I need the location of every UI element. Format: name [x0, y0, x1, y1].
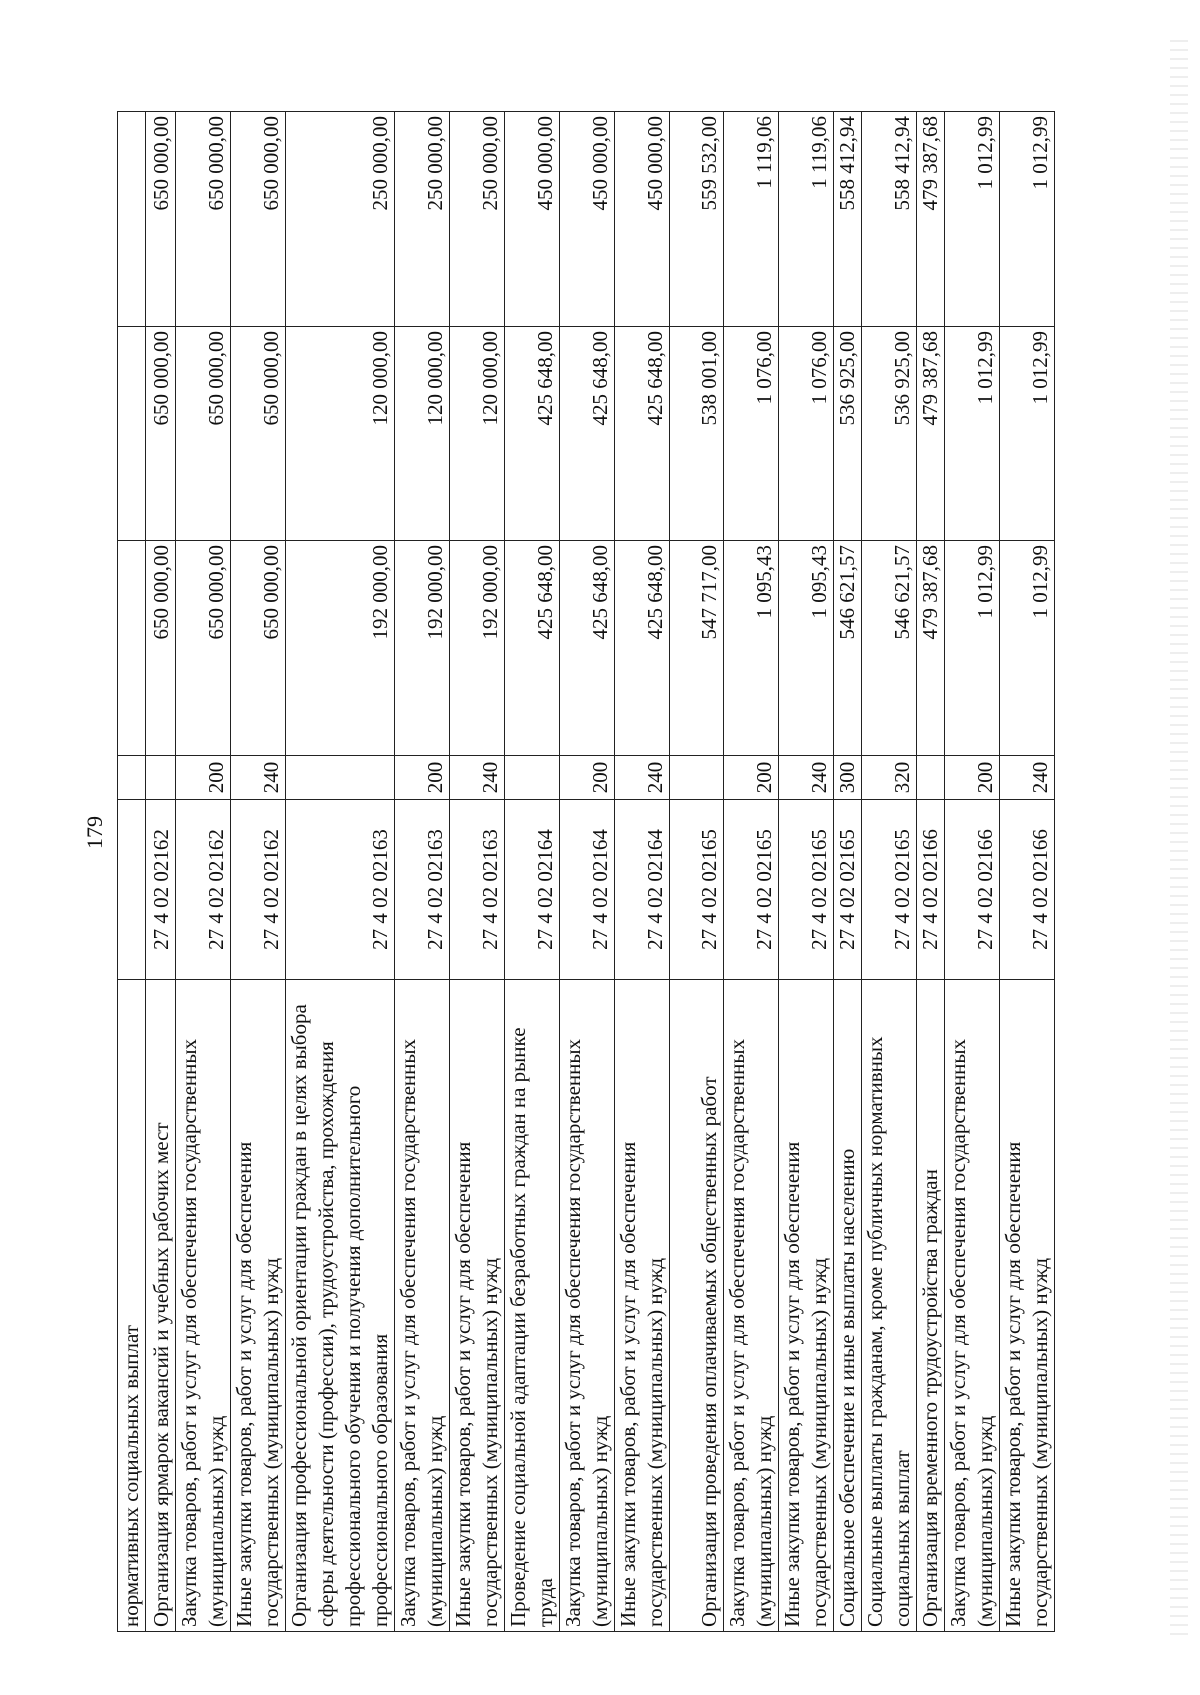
amount-year2-cell: 120 000,00	[286, 327, 395, 541]
target-article-code-cell: 27 4 02 02165	[862, 800, 917, 980]
table-row	[917, 112, 945, 1632]
amount-year3-cell: 1 012,99	[1000, 112, 1055, 327]
row-name-cell: Организация временного трудоустройства граждан	[917, 980, 945, 1632]
expense-type-cell	[118, 756, 146, 800]
page-number: 179	[82, 816, 107, 849]
amount-year3-cell	[118, 112, 146, 327]
amount-year2-cell: 120 000,00	[395, 327, 450, 541]
amount-year3-cell: 450 000,00	[505, 112, 560, 327]
expense-type-cell: 320	[862, 756, 917, 800]
row-name-cell: Организация профессиональной ориентации граждан в целях выбора сферы деятельности (профессии), трудоустройства, прохождения профессионального обучения и получения дополнительного профессионального образования	[286, 980, 395, 1632]
expense-type-cell: 200	[724, 756, 779, 800]
table-row	[450, 112, 505, 1632]
target-article-code-cell: 27 4 02 02164	[560, 800, 615, 980]
expense-type-cell	[146, 756, 176, 800]
amount-year2-cell: 425 648,00	[615, 327, 670, 541]
table-row	[395, 112, 450, 1632]
amount-year2-cell: 650 000,00	[176, 327, 231, 541]
expense-type-cell: 240	[779, 756, 834, 800]
amount-year2-cell: 1 012,99	[945, 327, 1000, 541]
amount-year2-cell: 425 648,00	[505, 327, 560, 541]
amount-year2-cell: 1 076,00	[779, 327, 834, 541]
table-row	[615, 112, 670, 1632]
expense-type-cell	[286, 756, 395, 800]
amount-year3-cell: 1 012,99	[945, 112, 1000, 327]
target-article-code-cell: 27 4 02 02162	[231, 800, 286, 980]
amount-year3-cell: 1 119,06	[724, 112, 779, 327]
target-article-code-cell: 27 4 02 02165	[670, 800, 724, 980]
amount-year2-cell: 1 012,99	[1000, 327, 1055, 541]
amount-year3-cell: 250 000,00	[395, 112, 450, 327]
amount-year3-cell: 650 000,00	[146, 112, 176, 327]
amount-year1-cell: 192 000,00	[450, 541, 505, 756]
row-name-cell: Закупка товаров, работ и услуг для обеспечения государственных (муниципальных) нужд	[945, 980, 1000, 1632]
amount-year1-cell: 650 000,00	[231, 541, 286, 756]
amount-year3-cell: 450 000,00	[615, 112, 670, 327]
amount-year3-cell: 450 000,00	[560, 112, 615, 327]
table-row	[146, 112, 176, 1632]
expense-type-cell: 240	[450, 756, 505, 800]
amount-year3-cell: 559 532,00	[670, 112, 724, 327]
amount-year2-cell: 536 925,00	[834, 327, 862, 541]
budget-table	[117, 111, 1055, 1632]
row-name-cell: Иные закупки товаров, работ и услуг для обеспечения государственных (муниципальных) нужд	[779, 980, 834, 1632]
amount-year2-cell: 538 001,00	[670, 327, 724, 541]
amount-year1-cell: 1 012,99	[1000, 541, 1055, 756]
table-row	[724, 112, 779, 1632]
target-article-code-cell: 27 4 02 02162	[146, 800, 176, 980]
amount-year1-cell: 192 000,00	[395, 541, 450, 756]
amount-year1-cell	[118, 541, 146, 756]
table-row	[286, 112, 395, 1632]
target-article-code-cell: 27 4 02 02165	[724, 800, 779, 980]
table-row	[560, 112, 615, 1632]
expense-type-cell: 200	[395, 756, 450, 800]
amount-year3-cell: 650 000,00	[176, 112, 231, 327]
row-name-cell: Социальное обеспечение и иные выплаты населению	[834, 980, 862, 1632]
amount-year3-cell: 479 387,68	[917, 112, 945, 327]
table-row	[834, 112, 862, 1632]
target-article-code-cell	[118, 800, 146, 980]
expense-type-cell: 200	[945, 756, 1000, 800]
row-name-cell: Закупка товаров, работ и услуг для обеспечения государственных (муниципальных) нужд	[724, 980, 779, 1632]
row-name-cell: Иные закупки товаров, работ и услуг для обеспечения государственных (муниципальных) нужд	[450, 980, 505, 1632]
expense-type-cell: 240	[231, 756, 286, 800]
target-article-code-cell: 27 4 02 02163	[286, 800, 395, 980]
amount-year3-cell: 250 000,00	[286, 112, 395, 327]
expense-type-cell	[917, 756, 945, 800]
target-article-code-cell: 27 4 02 02163	[450, 800, 505, 980]
table-row	[779, 112, 834, 1632]
amount-year1-cell: 425 648,00	[615, 541, 670, 756]
amount-year3-cell: 558 412,94	[834, 112, 862, 327]
amount-year1-cell: 1 095,43	[779, 541, 834, 756]
amount-year1-cell: 1 095,43	[724, 541, 779, 756]
amount-year1-cell: 650 000,00	[146, 541, 176, 756]
scan-edge-artifact	[1170, 40, 1188, 1640]
budget-table-sheet	[117, 112, 1052, 1632]
amount-year3-cell: 250 000,00	[450, 112, 505, 327]
amount-year2-cell: 479 387,68	[917, 327, 945, 541]
amount-year3-cell: 650 000,00	[231, 112, 286, 327]
target-article-code-cell: 27 4 02 02164	[615, 800, 670, 980]
expense-type-cell: 240	[1000, 756, 1055, 800]
row-name-cell: Иные закупки товаров, работ и услуг для обеспечения государственных (муниципальных) нужд	[1000, 980, 1055, 1632]
amount-year1-cell: 546 621,57	[862, 541, 917, 756]
amount-year1-cell: 1 012,99	[945, 541, 1000, 756]
row-name-cell: Организация проведения оплачиваемых общественных работ	[670, 980, 724, 1632]
amount-year1-cell: 425 648,00	[505, 541, 560, 756]
amount-year1-cell: 192 000,00	[286, 541, 395, 756]
amount-year1-cell: 479 387,68	[917, 541, 945, 756]
target-article-code-cell: 27 4 02 02166	[945, 800, 1000, 980]
amount-year3-cell: 558 412,94	[862, 112, 917, 327]
expense-type-cell: 240	[615, 756, 670, 800]
table-row	[176, 112, 231, 1632]
amount-year3-cell: 1 119,06	[779, 112, 834, 327]
amount-year1-cell: 425 648,00	[560, 541, 615, 756]
amount-year2-cell	[118, 327, 146, 541]
target-article-code-cell: 27 4 02 02166	[1000, 800, 1055, 980]
expense-type-cell	[670, 756, 724, 800]
expense-type-cell: 200	[560, 756, 615, 800]
table-row	[1000, 112, 1055, 1632]
target-article-code-cell: 27 4 02 02164	[505, 800, 560, 980]
target-article-code-cell: 27 4 02 02166	[917, 800, 945, 980]
amount-year2-cell: 425 648,00	[560, 327, 615, 541]
table-row	[862, 112, 917, 1632]
expense-type-cell	[505, 756, 560, 800]
target-article-code-cell: 27 4 02 02162	[176, 800, 231, 980]
table-row	[945, 112, 1000, 1632]
expense-type-cell: 300	[834, 756, 862, 800]
amount-year1-cell: 650 000,00	[176, 541, 231, 756]
amount-year1-cell: 547 717,00	[670, 541, 724, 756]
table-row	[670, 112, 724, 1632]
amount-year2-cell: 1 076,00	[724, 327, 779, 541]
amount-year2-cell: 650 000,00	[146, 327, 176, 541]
row-name-cell: Организация ярмарок вакансий и учебных рабочих мест	[146, 980, 176, 1632]
row-name-cell: Социальные выплаты гражданам, кроме публичных нормативных социальных выплат	[862, 980, 917, 1632]
amount-year1-cell: 546 621,57	[834, 541, 862, 756]
expense-type-cell: 200	[176, 756, 231, 800]
target-article-code-cell: 27 4 02 02165	[779, 800, 834, 980]
target-article-code-cell: 27 4 02 02163	[395, 800, 450, 980]
row-name-cell: Закупка товаров, работ и услуг для обеспечения государственных (муниципальных) нужд	[176, 980, 231, 1632]
row-name-cell: Иные закупки товаров, работ и услуг для обеспечения государственных (муниципальных) нужд	[615, 980, 670, 1632]
target-article-code-cell: 27 4 02 02165	[834, 800, 862, 980]
row-name-cell: Закупка товаров, работ и услуг для обеспечения государственных (муниципальных) нужд	[560, 980, 615, 1632]
table-row	[231, 112, 286, 1632]
row-name-cell: Проведение социальной адаптации безработных граждан на рынке труда	[505, 980, 560, 1632]
table-row	[505, 112, 560, 1632]
amount-year2-cell: 536 925,00	[862, 327, 917, 541]
row-name-cell: Иные закупки товаров, работ и услуг для обеспечения государственных (муниципальных) нужд	[231, 980, 286, 1632]
amount-year2-cell: 650 000,00	[231, 327, 286, 541]
table-row	[118, 112, 146, 1632]
amount-year2-cell: 120 000,00	[450, 327, 505, 541]
row-name-cell: нормативных социальных выплат	[118, 980, 146, 1632]
row-name-cell: Закупка товаров, работ и услуг для обеспечения государственных (муниципальных) нужд	[395, 980, 450, 1632]
